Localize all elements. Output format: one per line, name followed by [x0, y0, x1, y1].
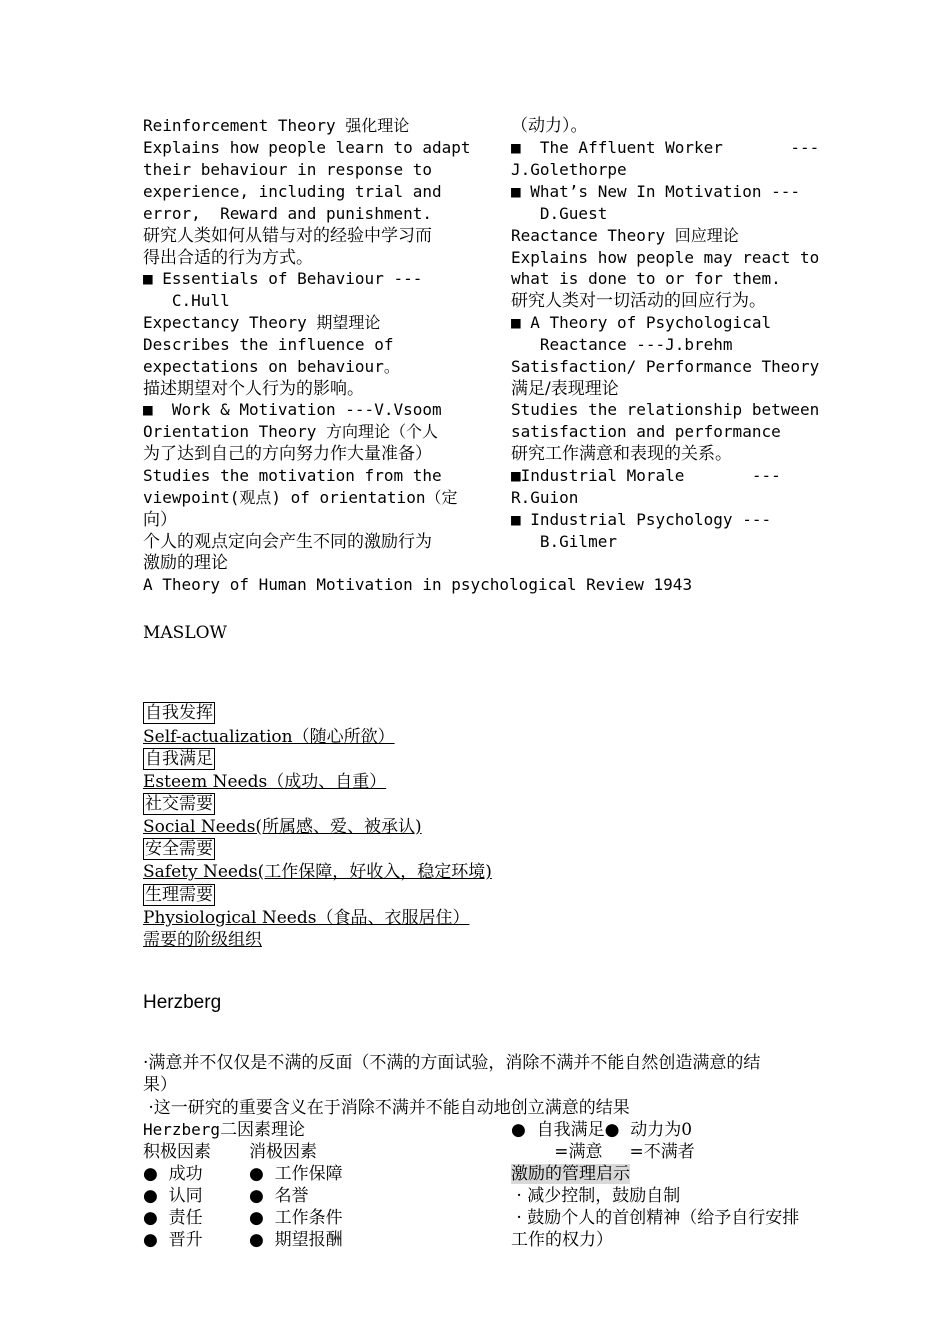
reference-item: ■ Essentials of Behaviour --- [143, 269, 423, 288]
reference-item: ■ A Theory of Psychological [511, 313, 772, 332]
reactance-theory-heading: Reactance Theory 回应理论 [511, 226, 739, 245]
reference-author: C.Hull [143, 291, 230, 310]
hierarchy-label: 自我发挥 [145, 703, 213, 723]
hierarchy-label: 生理需要 [145, 885, 213, 905]
reference-item: ■Industrial Morale --- [511, 466, 781, 485]
herzberg-title: Herzberg [143, 992, 222, 1013]
herzberg-note: ·这一研究的重要含义在于消除不满并不能自动地创立满意的结果 [143, 1098, 630, 1118]
text-line: what is done to or for them. [511, 269, 781, 288]
text-line: their behaviour in response to [143, 160, 432, 179]
text-line: 个人的观点定向会产生不同的激励行为 [143, 532, 432, 552]
text-line: 描述期望对个人行为的影响。 [143, 379, 364, 399]
hierarchy-caption: 需要的阶级组织 [143, 930, 262, 950]
hierarchy-desc: Self-actualization（随心所欲） [143, 727, 395, 747]
herzberg-note: 果） [143, 1075, 177, 1095]
text-line: expectations on behaviour。 [143, 357, 400, 376]
hierarchy-desc: Social Needs(所属感、爱、被承认) [143, 817, 422, 837]
text-line: viewpoint(观点) of orientation（定 [143, 488, 458, 507]
text-line: Explains how people may react to [511, 248, 820, 267]
reinforcement-theory-heading: Reinforcement Theory 强化理论 [143, 116, 410, 135]
text-line: error, Reward and punishment. [143, 204, 432, 223]
positive-factor: ● 晋升 [143, 1230, 203, 1250]
satisfaction-theory-heading: Satisfaction/ Performance Theory [511, 357, 820, 376]
text-line: Explains how people learn to adapt [143, 138, 471, 157]
reference-item: ■ What’s New In Motivation --- [511, 182, 800, 201]
negative-factor: ● 工作保障 [249, 1164, 343, 1184]
text-line: 研究人类如何从错与对的经验中学习而 [143, 226, 432, 246]
text-line: experience, including trial and [143, 182, 442, 201]
reference-author: R.Guion [511, 488, 579, 507]
reference-author: B.Gilmer [511, 532, 617, 551]
hierarchy-desc: Esteem Needs（成功、自重） [143, 772, 387, 792]
negative-factor: ● 期望报酬 [249, 1230, 343, 1250]
implication-item: · 减少控制，鼓励自制 [511, 1186, 681, 1206]
text-line: Describes the influence of [143, 335, 394, 354]
expectancy-theory-heading: Expectancy Theory 期望理论 [143, 313, 381, 332]
negative-factor: ● 名誉 [249, 1186, 309, 1206]
text-line: 满足/表现理论 [511, 379, 619, 399]
text-line: 研究人类对一切活动的回应行为。 [511, 291, 766, 311]
text-line: 研究工作满意和表现的关系。 [511, 444, 732, 464]
reference-author: J.Golethorpe [511, 160, 627, 179]
maslow-reference: A Theory of Human Motivation in psychological Review 1943 [143, 575, 693, 594]
text-line: Studies the relationship between [511, 400, 820, 419]
maslow-title: MASLOW [143, 623, 228, 643]
positive-factors-label: 积极因素 [143, 1142, 211, 1162]
reference-item: ■ Work & Motivation ---V.Vsoom [143, 400, 442, 419]
text-line: 激励的理论 [143, 553, 228, 573]
reference-author: Reactance ---J.brehm [511, 335, 733, 354]
orientation-theory-heading: Orientation Theory 方向理论（个人 [143, 422, 439, 441]
text-line: satisfaction and performance [511, 422, 781, 441]
implication-item: · 鼓励个人的首创精神（给予自行安排 [511, 1208, 800, 1228]
hierarchy-label: 自我满足 [145, 749, 213, 769]
negative-factor: ● 工作条件 [249, 1208, 343, 1228]
hierarchy-label: 安全需要 [145, 839, 213, 859]
implication-item: 工作的权力） [511, 1230, 613, 1250]
positive-factor: ● 认同 [143, 1186, 203, 1206]
reference-item: ■ Industrial Psychology --- [511, 510, 772, 529]
hierarchy-desc: Physiological Needs（食品、衣服居住） [143, 908, 470, 928]
text-line: 为了达到自己的方向努力作大量准备） [143, 444, 432, 464]
hierarchy-label: 社交需要 [145, 794, 213, 814]
satisfaction-line: =满意 =不满者 [511, 1142, 695, 1162]
implications-heading: 激励的管理启示 [511, 1164, 630, 1184]
satisfaction-line: ● 自我满足● 动力为0 [511, 1120, 693, 1140]
text-line: 得出合适的行为方式。 [143, 248, 313, 268]
negative-factors-label: 消极因素 [249, 1142, 317, 1162]
positive-factor: ● 成功 [143, 1164, 203, 1184]
two-factor-heading: Herzberg二因素理论 [143, 1120, 306, 1140]
reference-item: ■ The Affluent Worker --- [511, 138, 820, 157]
text-line: 向） [143, 510, 177, 530]
herzberg-note: ·满意并不仅仅是不满的反面（不满的方面试验，消除不满并不能自然创造满意的结 [143, 1053, 761, 1073]
text-line: （动力）。 [511, 116, 588, 136]
positive-factor: ● 责任 [143, 1208, 203, 1228]
reference-author: D.Guest [511, 204, 608, 223]
text-line: Studies the motivation from the [143, 466, 442, 485]
hierarchy-desc: Safety Needs(工作保障，好收入，稳定环境) [143, 862, 492, 882]
